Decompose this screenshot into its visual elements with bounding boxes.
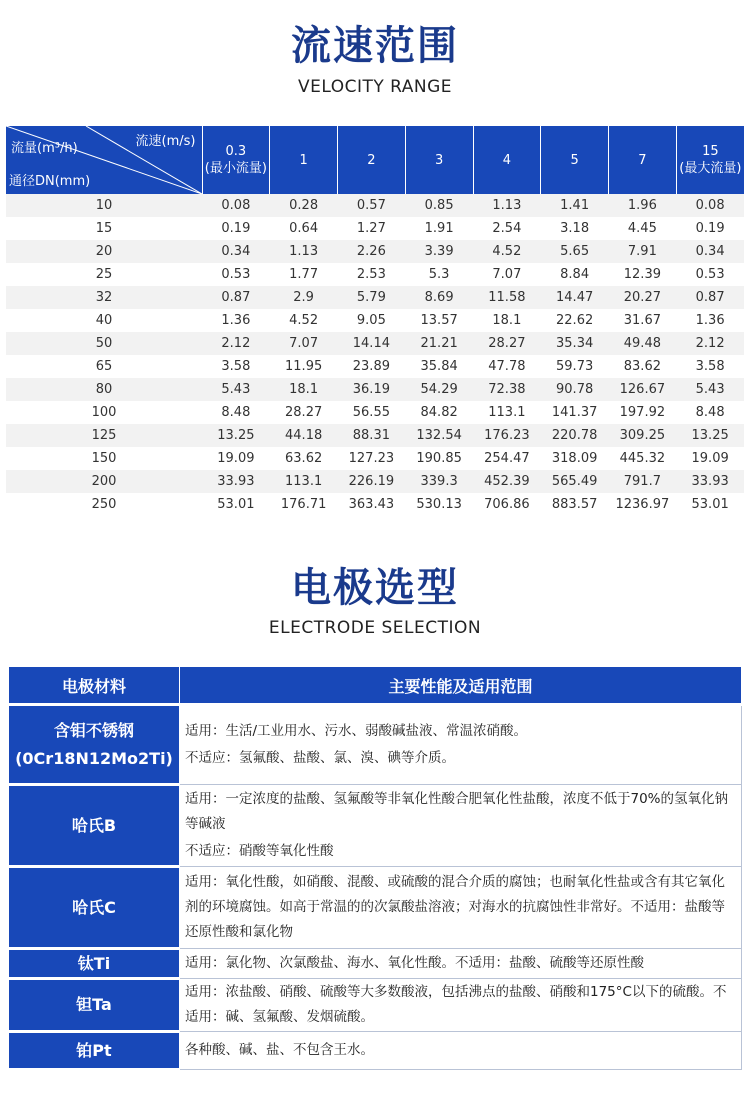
electrode-material-cell bbox=[9, 1032, 180, 1070]
velocity-column-header bbox=[270, 126, 338, 194]
flow-value-cell: 3.58 bbox=[202, 355, 270, 378]
velocity-section-subtitle: VELOCITY RANGE bbox=[297, 77, 453, 97]
flow-value-cell: 0.85 bbox=[405, 194, 473, 217]
flow-value-cell: 530.13 bbox=[405, 493, 473, 516]
electrode-material-cell bbox=[9, 949, 180, 979]
diameter-cell: 25 bbox=[6, 263, 202, 286]
flow-value-cell: 1.36 bbox=[676, 309, 744, 332]
table-row bbox=[6, 470, 744, 493]
flow-value-cell: 141.37 bbox=[541, 401, 609, 424]
flow-value-cell: 0.34 bbox=[202, 240, 270, 263]
flow-value-cell: 47.78 bbox=[473, 355, 541, 378]
flow-value-cell: 84.82 bbox=[405, 401, 473, 424]
electrode-performance-cell bbox=[180, 949, 742, 979]
flow-value-cell: 7.07 bbox=[270, 332, 338, 355]
flow-value-cell: 23.89 bbox=[338, 355, 406, 378]
velocity-value: 1 bbox=[299, 152, 308, 168]
flow-value-cell: 2.54 bbox=[473, 217, 541, 240]
diameter-cell: 150 bbox=[6, 447, 202, 470]
diameter-cell: 50 bbox=[6, 332, 202, 355]
flow-value-cell: 19.09 bbox=[202, 447, 270, 470]
flow-value-cell: 20.27 bbox=[609, 286, 677, 309]
velocity-value: 7 bbox=[638, 152, 647, 168]
velocity-column-header bbox=[202, 126, 270, 194]
electrode-material-cell bbox=[9, 705, 180, 785]
flow-value-cell: 0.28 bbox=[270, 194, 338, 217]
table-row bbox=[6, 401, 744, 424]
performance-text: 适用：氯化物、次氯酸盐、海水、氧化性酸。不适用：盐酸、硫酸等还原性酸 bbox=[185, 955, 644, 971]
velocity-note: (最小流量) bbox=[204, 161, 267, 176]
flow-value-cell: 13.25 bbox=[202, 424, 270, 447]
electrode-performance-cell bbox=[180, 867, 742, 949]
flow-value-cell: 18.1 bbox=[473, 309, 541, 332]
diameter-cell: 125 bbox=[6, 424, 202, 447]
flow-value-cell: 113.1 bbox=[270, 470, 338, 493]
flow-value-cell: 190.85 bbox=[405, 447, 473, 470]
table-row bbox=[6, 378, 744, 401]
table-row bbox=[9, 979, 742, 1032]
table-row bbox=[6, 332, 744, 355]
flow-value-cell: 127.23 bbox=[338, 447, 406, 470]
flow-value-cell: 565.49 bbox=[541, 470, 609, 493]
velocity-section-title: 流速范围 bbox=[291, 23, 459, 69]
electrode-performance-cell bbox=[180, 785, 742, 867]
velocity-value: 15 bbox=[702, 144, 719, 159]
flow-value-cell: 197.92 bbox=[609, 401, 677, 424]
flow-value-cell: 0.87 bbox=[202, 286, 270, 309]
flow-value-cell: 4.52 bbox=[270, 309, 338, 332]
velocity-value: 4 bbox=[502, 152, 512, 168]
table-row bbox=[9, 949, 742, 979]
flow-value-cell: 18.1 bbox=[270, 378, 338, 401]
electrode-material-name: (0Cr18N12Mo2Ti) bbox=[15, 748, 173, 768]
electrode-material-name: 钽Ta bbox=[76, 995, 112, 1014]
flow-value-cell: 33.93 bbox=[202, 470, 270, 493]
diameter-cell: 100 bbox=[6, 401, 202, 424]
flow-value-cell: 4.52 bbox=[473, 240, 541, 263]
flow-value-cell: 9.05 bbox=[338, 309, 406, 332]
diameter-cell: 65 bbox=[6, 355, 202, 378]
electrode-header-row bbox=[9, 667, 742, 705]
header-performance-range: 主要性能及适用范围 bbox=[180, 667, 742, 705]
flow-value-cell: 12.39 bbox=[609, 263, 677, 286]
flow-value-cell: 363.43 bbox=[338, 493, 406, 516]
flow-value-cell: 14.14 bbox=[338, 332, 406, 355]
flow-value-cell: 13.57 bbox=[405, 309, 473, 332]
electrode-material-name: 哈氏C bbox=[72, 897, 116, 917]
flow-value-cell: 90.78 bbox=[541, 378, 609, 401]
table-row bbox=[6, 355, 744, 378]
flow-value-cell: 1.41 bbox=[541, 194, 609, 217]
flow-value-cell: 0.64 bbox=[270, 217, 338, 240]
flow-value-cell: 0.19 bbox=[202, 217, 270, 240]
flow-value-cell: 791.7 bbox=[609, 470, 677, 493]
velocity-header-row bbox=[6, 126, 744, 194]
flow-value-cell: 56.55 bbox=[338, 401, 406, 424]
performance-text: 适用：一定浓度的盐酸、氢氟酸等非氧化性酸合肥氧化性盐酸，浓度不低于70%的氢氧化钠等碱液 bbox=[185, 791, 729, 832]
velocity-note: (最大流量) bbox=[679, 161, 742, 176]
corner-diameter-label: 通径DN(mm) bbox=[9, 174, 91, 189]
flow-value-cell: 2.12 bbox=[676, 332, 744, 355]
velocity-table-body bbox=[6, 194, 744, 516]
flow-value-cell: 0.08 bbox=[202, 194, 270, 217]
flow-value-cell: 254.47 bbox=[473, 447, 541, 470]
velocity-column-header bbox=[473, 126, 541, 194]
performance-text: 各种酸、碱、盐、不包含王水。 bbox=[185, 1042, 374, 1058]
flow-value-cell: 706.86 bbox=[473, 493, 541, 516]
flow-value-cell: 1.91 bbox=[405, 217, 473, 240]
performance-text: 不适应：氢氟酸、盐酸、氯、溴、碘等介质。 bbox=[185, 750, 455, 766]
velocity-value: 0.3 bbox=[225, 144, 247, 159]
flow-value-cell: 3.58 bbox=[676, 355, 744, 378]
flow-value-cell: 19.09 bbox=[676, 447, 744, 470]
flow-value-cell: 318.09 bbox=[541, 447, 609, 470]
electrode-material-cell bbox=[9, 785, 180, 867]
diameter-cell: 20 bbox=[6, 240, 202, 263]
corner-flow-label: 流量(m³/h) bbox=[11, 141, 78, 156]
table-row bbox=[9, 1032, 742, 1070]
velocity-column-header bbox=[541, 126, 609, 194]
table-row bbox=[9, 785, 742, 867]
electrode-material-cell bbox=[9, 867, 180, 949]
electrode-section-subtitle: ELECTRODE SELECTION bbox=[268, 618, 482, 638]
flow-value-cell: 883.57 bbox=[541, 493, 609, 516]
velocity-range-table bbox=[6, 126, 744, 516]
flow-value-cell: 5.3 bbox=[405, 263, 473, 286]
electrode-performance-cell bbox=[180, 1032, 742, 1070]
flow-value-cell: 22.62 bbox=[541, 309, 609, 332]
flow-value-cell: 7.07 bbox=[473, 263, 541, 286]
electrode-performance-cell bbox=[180, 979, 742, 1032]
velocity-column-header bbox=[609, 126, 677, 194]
flow-value-cell: 2.9 bbox=[270, 286, 338, 309]
corner-velocity-label: 流速(m/s) bbox=[135, 134, 196, 149]
flow-value-cell: 8.48 bbox=[676, 401, 744, 424]
flow-value-cell: 2.53 bbox=[338, 263, 406, 286]
flow-value-cell: 220.78 bbox=[541, 424, 609, 447]
velocity-column-header bbox=[676, 126, 744, 194]
flow-value-cell: 3.18 bbox=[541, 217, 609, 240]
flow-value-cell: 8.69 bbox=[405, 286, 473, 309]
flow-value-cell: 44.18 bbox=[270, 424, 338, 447]
table-row bbox=[6, 194, 744, 217]
flow-value-cell: 54.29 bbox=[405, 378, 473, 401]
flow-value-cell: 5.43 bbox=[676, 378, 744, 401]
flow-value-cell: 0.57 bbox=[338, 194, 406, 217]
electrode-material-name: 钛Ti bbox=[77, 953, 111, 973]
flow-value-cell: 8.48 bbox=[202, 401, 270, 424]
flow-value-cell: 21.21 bbox=[405, 332, 473, 355]
table-row bbox=[6, 240, 744, 263]
flow-value-cell: 1236.97 bbox=[609, 493, 677, 516]
flow-value-cell: 7.91 bbox=[609, 240, 677, 263]
flow-value-cell: 5.43 bbox=[202, 378, 270, 401]
flow-value-cell: 28.27 bbox=[473, 332, 541, 355]
table-row bbox=[6, 309, 744, 332]
flow-value-cell: 36.19 bbox=[338, 378, 406, 401]
flow-value-cell: 5.65 bbox=[541, 240, 609, 263]
electrode-material-name: 哈氏B bbox=[71, 815, 117, 835]
diameter-cell: 15 bbox=[6, 217, 202, 240]
table-corner-header bbox=[6, 126, 202, 194]
diameter-cell: 80 bbox=[6, 378, 202, 401]
electrode-material-name: 含钼不锈钢 bbox=[53, 720, 134, 740]
flow-value-cell: 0.53 bbox=[202, 263, 270, 286]
flow-value-cell: 339.3 bbox=[405, 470, 473, 493]
flow-value-cell: 31.67 bbox=[609, 309, 677, 332]
flow-value-cell: 28.27 bbox=[270, 401, 338, 424]
electrode-performance-cell bbox=[180, 705, 742, 785]
velocity-column-header bbox=[338, 126, 406, 194]
electrode-material-name: 铂Pt bbox=[76, 1040, 112, 1060]
flow-value-cell: 445.32 bbox=[609, 447, 677, 470]
flow-value-cell: 0.53 bbox=[676, 263, 744, 286]
flow-value-cell: 35.84 bbox=[405, 355, 473, 378]
electrode-section-title: 电极选型 bbox=[291, 565, 459, 611]
flow-value-cell: 1.36 bbox=[202, 309, 270, 332]
flow-value-cell: 0.08 bbox=[676, 194, 744, 217]
table-row bbox=[9, 705, 742, 785]
flow-value-cell: 226.19 bbox=[338, 470, 406, 493]
flow-value-cell: 59.73 bbox=[541, 355, 609, 378]
flow-value-cell: 2.12 bbox=[202, 332, 270, 355]
flow-value-cell: 53.01 bbox=[676, 493, 744, 516]
diameter-cell: 250 bbox=[6, 493, 202, 516]
diameter-cell: 10 bbox=[6, 194, 202, 217]
diameter-cell: 32 bbox=[6, 286, 202, 309]
flow-value-cell: 176.71 bbox=[270, 493, 338, 516]
table-row bbox=[6, 424, 744, 447]
flow-value-cell: 49.48 bbox=[609, 332, 677, 355]
flow-value-cell: 11.58 bbox=[473, 286, 541, 309]
flow-value-cell: 309.25 bbox=[609, 424, 677, 447]
flow-value-cell: 3.39 bbox=[405, 240, 473, 263]
flow-value-cell: 14.47 bbox=[541, 286, 609, 309]
flow-value-cell: 113.1 bbox=[473, 401, 541, 424]
table-row bbox=[6, 217, 744, 240]
flow-value-cell: 35.34 bbox=[541, 332, 609, 355]
flow-value-cell: 13.25 bbox=[676, 424, 744, 447]
flow-value-cell: 1.13 bbox=[473, 194, 541, 217]
performance-text: 适用：氧化性酸，如硝酸、混酸、或硫酸的混合介质的腐蚀；也耐氧化性盐或含有其它氧化剂的环境腐蚀。如高于常温的的次氯酸盐溶液；对海水的抗腐蚀性非常好。不适用：盐酸等还原性酸和氯化物 bbox=[185, 874, 725, 940]
flow-value-cell: 132.54 bbox=[405, 424, 473, 447]
electrode-table-body bbox=[9, 705, 742, 1070]
flow-value-cell: 63.62 bbox=[270, 447, 338, 470]
velocity-value: 3 bbox=[434, 152, 444, 168]
table-row bbox=[6, 447, 744, 470]
flow-value-cell: 11.95 bbox=[270, 355, 338, 378]
electrode-selection-table bbox=[8, 666, 742, 1071]
flow-value-cell: 88.31 bbox=[338, 424, 406, 447]
velocity-column-header bbox=[405, 126, 473, 194]
table-row bbox=[6, 263, 744, 286]
table-row bbox=[6, 493, 744, 516]
flow-value-cell: 176.23 bbox=[473, 424, 541, 447]
performance-text: 不适应：硝酸等氧化性酸 bbox=[185, 843, 334, 859]
flow-value-cell: 1.27 bbox=[338, 217, 406, 240]
header-electrode-material: 电极材料 bbox=[9, 667, 180, 705]
flow-value-cell: 1.77 bbox=[270, 263, 338, 286]
table-row bbox=[9, 867, 742, 949]
flow-value-cell: 0.34 bbox=[676, 240, 744, 263]
flow-value-cell: 5.79 bbox=[338, 286, 406, 309]
flow-value-cell: 33.93 bbox=[676, 470, 744, 493]
flow-value-cell: 83.62 bbox=[609, 355, 677, 378]
flow-value-cell: 452.39 bbox=[473, 470, 541, 493]
flow-value-cell: 0.19 bbox=[676, 217, 744, 240]
flow-value-cell: 72.38 bbox=[473, 378, 541, 401]
flow-value-cell: 53.01 bbox=[202, 493, 270, 516]
velocity-value: 5 bbox=[570, 152, 579, 168]
flow-value-cell: 1.96 bbox=[609, 194, 677, 217]
diameter-cell: 200 bbox=[6, 470, 202, 493]
flow-value-cell: 8.84 bbox=[541, 263, 609, 286]
flow-value-cell: 126.67 bbox=[609, 378, 677, 401]
flow-value-cell: 0.87 bbox=[676, 286, 744, 309]
flow-value-cell: 4.45 bbox=[609, 217, 677, 240]
velocity-value: 2 bbox=[367, 152, 376, 168]
table-row bbox=[6, 286, 744, 309]
flow-value-cell: 1.13 bbox=[270, 240, 338, 263]
performance-text: 适用：生活/工业用水、污水、弱酸碱盐液、常温浓硝酸。 bbox=[185, 723, 528, 739]
electrode-material-cell bbox=[9, 979, 180, 1032]
diameter-cell: 40 bbox=[6, 309, 202, 332]
performance-text: 适用：浓盐酸、硝酸、硫酸等大多数酸液，包括沸点的盐酸、硝酸和175°C以下的硫酸。不适用：碱、氢氟酸、发烟硫酸。 bbox=[185, 984, 727, 1025]
flow-value-cell: 2.26 bbox=[338, 240, 406, 263]
